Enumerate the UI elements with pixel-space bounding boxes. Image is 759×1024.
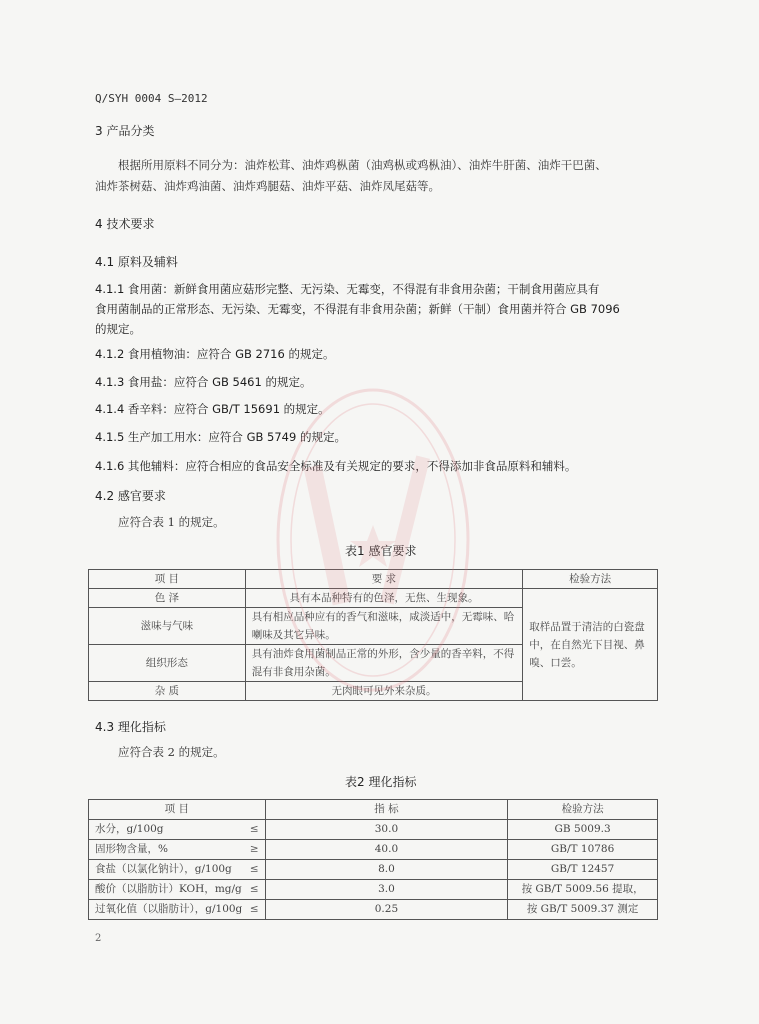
item-4-1-2: 4.1.2 食用植物油：应符合 GB 2716 的规定。 [95,347,335,361]
table-2-header-item: 项 目 [89,800,266,820]
page-number: 2 [95,933,102,944]
table-1-method-cell [523,589,658,701]
section-4-1-heading: 4.1 原料及辅料 [95,255,178,269]
table-2-item-label: 食盐（以氯化钠计），g/100g [95,863,232,875]
table-2-header-row [89,800,658,820]
table-1-method-line-2: 中，在自然光下目视、鼻 [529,638,645,651]
table-2-item-label: 过氧化值（以脂肪计），g/100g [95,903,243,915]
table-row [89,820,658,840]
table-2-item [89,840,266,860]
table-1-req-impurity: 无肉眼可见外来杂质。 [245,682,522,701]
table-row [89,860,658,880]
table-2-method: GB 5009.3 [508,820,658,840]
table-2-method: GB/T 12457 [508,860,658,880]
item-4-1-3: 4.1.3 食用盐：应符合 GB 5461 的规定。 [95,375,312,389]
table-2-header-value: 指 标 [265,800,508,820]
item-4-1-4: 4.1.4 香辛料：应符合 GB/T 15691 的规定。 [95,402,330,416]
table-2-caption: 表2 理化指标 [345,775,417,789]
table-1-header-requirement: 要 求 [245,570,522,589]
section-4-heading: 4 技术要求 [95,217,155,231]
section-4-2-heading: 4.2 感官要求 [95,489,166,503]
table-2-value: 40.0 [265,840,508,860]
table-2-item [89,820,266,840]
section-4-3-paragraph: 应符合表 2 的规定。 [118,745,225,759]
table-1-item-taste: 滋味与气味 [89,608,246,645]
comparison-symbol: ≤ [249,883,259,895]
table-1-req-color: 具有本品种特有的色泽，无焦、生现象。 [245,589,522,608]
table-1-caption: 表1 感官要求 [345,544,417,558]
section-4-3-heading: 4.3 理化指标 [95,720,166,734]
item-4-1-1-line-2: 食用菌制品的正常形态、无污染、无霉变，不得混有非食用杂菌；新鲜（干制）食用菌并符合 GB 7096 [95,302,620,316]
table-1-item-impurity: 杂 质 [89,682,246,701]
table-2-header-method: 检验方法 [508,800,658,820]
table-2-value: 8.0 [265,860,508,880]
section-3-paragraph-line-1: 根据所用原料不同分为：油炸松茸、油炸鸡枞菌（油鸡枞或鸡枞油）、油炸牛肝菌、油炸干巴菌、 [118,158,607,172]
table-2-value: 0.25 [265,900,508,920]
comparison-symbol: ≤ [249,823,259,835]
table-2-item-label: 固形物含量，% [95,843,168,855]
comparison-symbol: ≤ [249,903,259,915]
table-1-req-form-line-2: 混有非食用杂菌。 [251,666,336,678]
item-4-1-1-line-3: 的规定。 [95,322,141,336]
section-4-2-paragraph: 应符合表 1 的规定。 [118,515,225,529]
table-2-physicochemical [88,799,658,920]
comparison-symbol: ≤ [249,863,259,875]
section-3-paragraph-line-2: 油炸茶树菇、油炸鸡油菌、油炸鸡腿菇、油炸平菇、油炸凤尾菇等。 [95,179,440,193]
standard-code-header: Q/SYH 0004 S—2012 [95,92,208,105]
table-2-method: 按 GB/T 5009.56 提取， [508,880,658,900]
table-1-header-row [89,570,658,589]
table-2-value: 3.0 [265,880,508,900]
item-4-1-5: 4.1.5 生产加工用水：应符合 GB 5749 的规定。 [95,430,346,444]
table-1-item-color: 色 泽 [89,589,246,608]
item-4-1-6: 4.1.6 其他辅料：应符合相应的食品安全标准及有关规定的要求，不得添加非食品原料和辅料。 [95,459,577,473]
table-1-req-form [245,645,522,682]
table-1-req-taste-line-2: 喇味及其它异味。 [251,629,336,641]
table-2-item-label: 酸价（以脂肪计）KOH，mg/g [95,883,242,895]
table-row [89,880,658,900]
table-2-method: GB/T 10786 [508,840,658,860]
table-1-req-taste [245,608,522,645]
table-2-item [89,880,266,900]
table-1-req-form-line-1: 具有油炸食用菌制品正常的外形，含少量的香辛料，不得 [251,648,515,660]
table-2-method: 按 GB/T 5009.37 测定 [508,900,658,920]
item-4-1-1-line-1: 4.1.1 食用菌：新鲜食用菌应菇形完整、无污染、无霉变，不得混有非食用杂菌；干制食用菌应具有 [95,282,600,296]
table-row [89,900,658,920]
table-1-header-method: 检验方法 [523,570,658,589]
table-1-sensory [88,569,658,701]
table-1-method-line-1: 取样品置于清洁的白瓷盘 [529,620,645,633]
table-2-value: 30.0 [265,820,508,840]
section-3-heading: 3 产品分类 [95,124,155,138]
table-row [89,840,658,860]
comparison-symbol: ≥ [249,843,259,855]
table-2-item [89,860,266,880]
table-1-method-line-3: 嗅、口尝。 [529,656,582,669]
table-1-item-form: 组织形态 [89,645,246,682]
table-2-item [89,900,266,920]
table-1-req-taste-line-1: 具有相应品种应有的香气和滋味，咸淡适中，无霉味、哈 [251,611,515,623]
table-row [89,589,658,608]
table-1-header-item: 项 目 [89,570,246,589]
table-2-item-label: 水分，g/100g [95,823,164,835]
